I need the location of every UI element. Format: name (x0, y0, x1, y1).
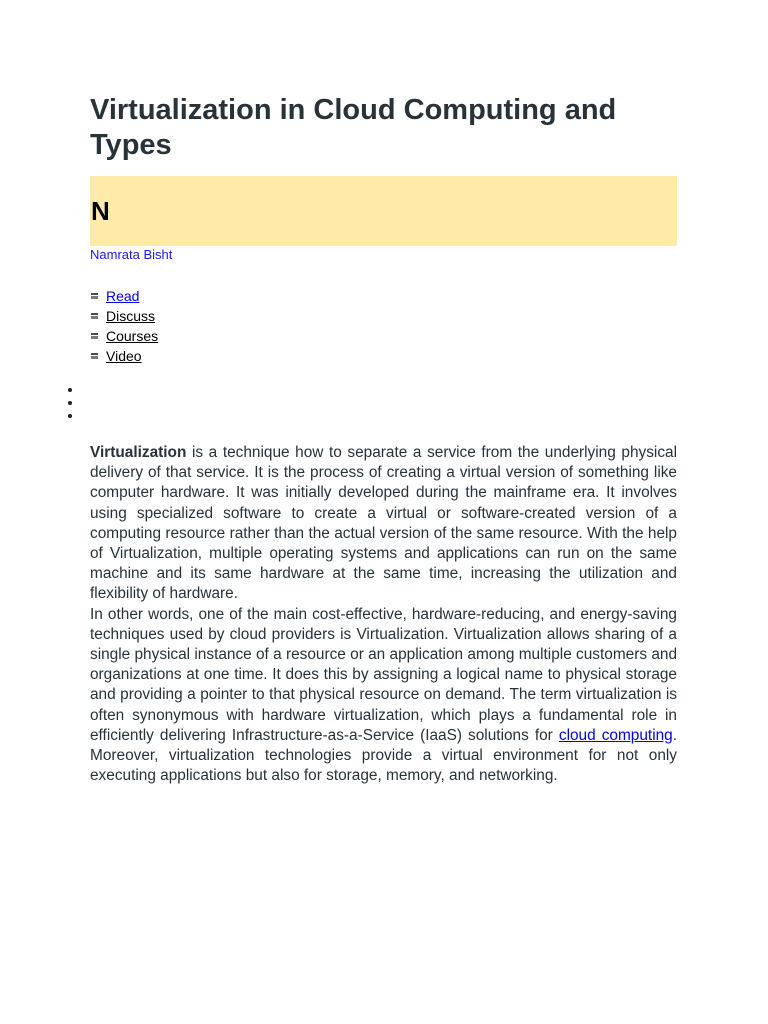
tab-discuss (90, 307, 158, 327)
tab-read-link[interactable]: Read (106, 288, 140, 304)
author-name-link[interactable]: Namrata Bisht (90, 247, 173, 262)
tab-video-link[interactable]: Video (106, 348, 142, 364)
article-paragraph-1 (90, 443, 677, 605)
tab-discuss-link[interactable]: Discuss (106, 308, 156, 324)
folder-bullet-icon (91, 353, 98, 359)
page-title: Virtualization in Cloud Computing and Types (90, 94, 617, 161)
paragraph-2-text-before-link: In other words, one of the main cost-effective, hardware-reducing, and energy-saving techniques used by cloud providers is Virtualization. Virtualization allows sharing of a single physical instance of a resource or an application among multiple customers and organizations at one time. It does this by assigning a logical name to physical storage and providing a pointer to that physical resource on demand. The term virtualization is often synonymous with hardware virtualization, which plays a fundamental role in efficiently delivering Infrastructure-as-a-Service (IaaS) solutions for (90, 605, 677, 744)
bold-term: Virtualization (90, 444, 187, 461)
article-paragraph-2 (90, 605, 677, 787)
folder-bullet-icon (91, 293, 98, 299)
tab-video (90, 347, 158, 367)
paragraph-1-text: is a technique how to separate a service from the underlying physical delivery of that service. It is the process of creating a virtual version of something like computer hardware. It was initially developed during the mainframe era. It involves using specialized software to create a virtual or software-created version of a computing resource rather than the actual version of the same resource. With the help of Virtualization, multiple operating systems and applications can run on the same machine and its same hardware at the same time, increasing the utilization and flexibility of hardware. (90, 444, 677, 603)
author-avatar-box (90, 176, 677, 246)
tab-courses-link[interactable]: Courses (106, 328, 159, 344)
paragraph-2-text-after-link: . Moreover, virtualization technologies provide a virtual environment for not only executing applications but also for storage, memory, and networking. (90, 726, 678, 785)
folder-bullet-icon (91, 313, 98, 319)
vertical-ellipsis-icon[interactable] (66, 388, 74, 422)
author-initial: N (91, 196, 110, 226)
article-tabs (90, 287, 158, 367)
cloud-computing-link[interactable]: cloud computing (558, 726, 673, 744)
article-body (90, 443, 677, 786)
tab-read (90, 287, 158, 307)
tab-courses (90, 327, 158, 347)
folder-bullet-icon (91, 333, 98, 339)
